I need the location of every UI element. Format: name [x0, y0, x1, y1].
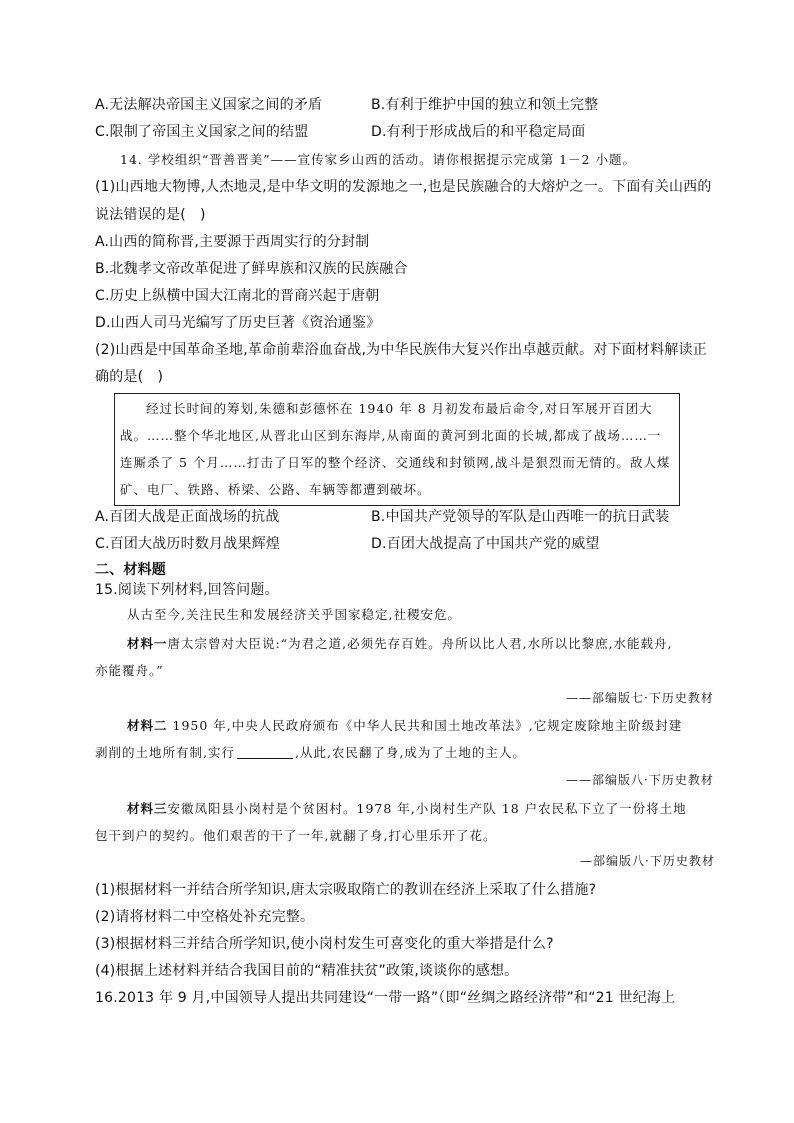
material-3-source: —部编版八·下历史教材: [580, 854, 715, 868]
q13-option-d: D.有利于形成战后的和平稳定局面: [371, 124, 586, 140]
material-1-source: ——部编版七·下历史教材: [566, 691, 714, 705]
q13-option-a: A.无法解决帝国主义国家之间的矛盾: [95, 97, 323, 113]
q15-material-3-line-1: [127, 800, 687, 818]
q15-question-4: (4)根据上述材料并结合我国目前的“精准扶贫”政策,谈谈你的感想。: [95, 963, 519, 979]
material-box-line-3: 连厮杀了 5 个月……打击了日军的整个经济、交通线和封锁网,战斗是狠烈而无情的。敌人煤: [120, 455, 671, 470]
q14-part2-stem: (2)山西是中国革命圣地,革命前辈浴血奋战,为中华民族伟大复兴作出卓越贡献。对下面材料解读正: [95, 342, 707, 358]
q15-material-1-line-1: [127, 635, 673, 653]
material-2-text-b: ,从此,农民翻了身,成为了土地的主人。: [294, 745, 526, 760]
q13-option-c: C.限制了帝国主义国家之间的结盟: [95, 124, 309, 140]
q14-part2-option-d: D.百团大战提高了中国共产党的威望: [371, 536, 600, 552]
q15-question-1: (1)根据材料一并结合所学知识,唐太宗吸取隋亡的教训在经济上采取了什么措施?: [95, 882, 597, 898]
q14-part2-option-a: A.百团大战是正面战场的抗战: [95, 509, 280, 525]
q15-question-3: (3)根据材料三并结合所学知识,使小岗村发生可喜变化的重大举措是什么?: [95, 936, 554, 952]
q15-question-2: (2)请将材料二中空格处补充完整。: [95, 909, 315, 925]
material-3-text: 安徽凤阳县小岗村是个贫困村。1978 年,小岗村生产队 18 户农民私下立了一份将土地: [167, 801, 687, 816]
q14-part1-stem: (1)山西地大物博,人杰地灵,是中华文明的发源地之一,也是民族融合的大熔炉之一。下面有关山西的: [95, 179, 712, 195]
q15-material-2-line-2: [95, 744, 526, 762]
material-box-line-1: 经过长时间的筹划,朱德和彭德怀在 1940 年 8 月初发布最后命令,对日军展开百团大: [146, 401, 653, 416]
material-2-source: ——部编版八·下历史教材: [566, 773, 714, 787]
q14-part2-option-b: B.中国共产党领导的军队是山西唯一的抗日武装: [371, 509, 670, 525]
q14-part1-option-a: A.山西的简称晋,主要源于西周实行的分封制: [95, 234, 370, 250]
q14-part1-option-c: C.历史上纵横中国大江南北的晋商兴起于唐朝: [95, 288, 380, 304]
material-2-text-a: 剥削的土地所有制,实行: [95, 745, 235, 760]
material-box-line-4: 矿、电厂、铁路、桥梁、公路、车辆等都遭到破坏。: [120, 482, 431, 497]
q15-material-3-line-2: 包干到户的契约。他们艰苦的干了一年,就翻了身,打心里乐开了花。: [95, 828, 497, 843]
q15-intro: 15.阅读下列材料,回答问题。: [95, 582, 279, 598]
q14-part2-stem-cont: 确的是( ): [95, 369, 164, 385]
fill-in-blank: [237, 744, 293, 759]
q15-material-1-line-2: 亦能覆舟。”: [95, 663, 164, 678]
material-3-label: 材料三: [127, 801, 168, 816]
q14-part1-option-b: B.北魏孝文帝改革促进了鲜卑族和汉族的民族融合: [95, 261, 408, 277]
material-1-text: 唐太宗曾对大臣说:“为君之道,必须先存百姓。舟所以比人君,水所以比黎庶,水能载舟,: [167, 636, 673, 651]
material-2-text: 1950 年,中央人民政府颁布《中华人民共和国土地改革法》,它规定废除地主阶级封建: [167, 718, 683, 733]
material-1-label: 材料一: [127, 636, 168, 651]
q16-stem: 16.2013 年 9 月,中国领导人提出共同建设“一带一路”（即“丝绸之路经济带”和“21 世纪海上: [95, 990, 676, 1006]
q14-part1-stem-cont: 说法错误的是( ): [95, 207, 206, 223]
q14-part1-option-d: D.山西人司马光编写了历史巨著《资治通鉴》: [95, 315, 381, 331]
section-title: 二、材料题: [95, 562, 166, 578]
q13-option-b: B.有利于维护中国的独立和领土完整: [371, 97, 599, 113]
q15-lead: 从古至今,关注民生和发展经济关乎国家稳定,社稷安危。: [127, 607, 461, 622]
material-2-label: 材料二: [127, 718, 168, 733]
q14-intro: 14. 学校组织“晋善晋美”——宣传家乡山西的活动。请你根据提示完成第 1－2 小题。: [120, 152, 636, 167]
q15-material-2-line-1: [127, 717, 682, 735]
q14-part2-option-c: C.百团大战历时数月战果辉煌: [95, 536, 281, 552]
material-box-line-2: 战。……整个华北地区,从晋北山区到东海岸,从南面的黄河到北面的长城,都成了战场……一: [120, 428, 662, 443]
